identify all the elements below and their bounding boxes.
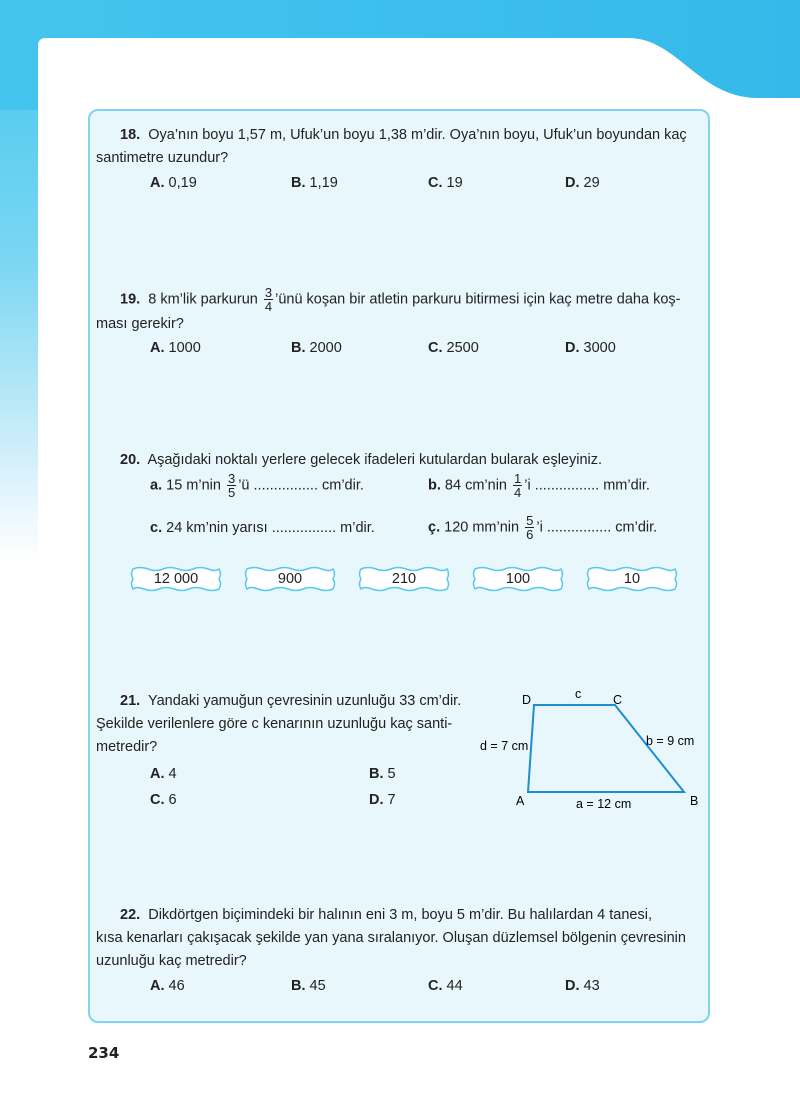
side-a-label: a = 12 cm: [576, 797, 632, 811]
side-d-label: d = 7 cm: [480, 739, 529, 753]
question-number: 19.: [120, 291, 141, 308]
side-c-label: c: [575, 688, 582, 701]
vertex-b: B: [690, 794, 699, 808]
question-number: 20.: [120, 452, 141, 468]
question-text: Oya’nın boyu 1,57 m, Ufuk’un boyu 1,38 m’dir. Oya’nın boyu, Ufuk’un boyundan kaç: [148, 127, 687, 143]
trapezoid-shape: [528, 705, 684, 792]
item-b: b. 84 cm’nin $\frac{1}{4}$ ’i ................ mm’dir.: [428, 471, 650, 500]
answer-box[interactable]: 210: [358, 566, 450, 592]
question-number: 18.: [120, 127, 141, 143]
question-21-line2: Şekilde verilenlere göre c kenarının uzunluğu kaç santi-: [96, 716, 453, 732]
vertex-c: C: [613, 693, 623, 707]
option-c[interactable]: C. 44: [428, 978, 463, 994]
option-d[interactable]: D. 3000: [565, 340, 616, 356]
question-22-line2: kısa kenarları çakışacak şekilde yan yana sıralanıyor. Oluşan düzlemsel bölgenin çevresinin: [96, 930, 686, 946]
option-a[interactable]: A. 4: [150, 766, 177, 782]
option-b[interactable]: B. 2000: [291, 340, 342, 356]
answer-box[interactable]: 900: [244, 566, 336, 592]
question-text-pre: 8 km’lik parkurun: [148, 291, 258, 308]
option-c[interactable]: C. 6: [150, 792, 177, 808]
answer-box[interactable]: 10: [586, 566, 678, 592]
question-18-line2: santimetre uzundur?: [96, 150, 229, 166]
fraction: $\frac{1}{4}$: [514, 471, 522, 500]
question-21: [120, 690, 461, 713]
question-number: 21.: [120, 693, 141, 709]
vertex-d: D: [522, 693, 532, 707]
page-number: 234: [88, 1044, 120, 1062]
trapezoid-figure: [478, 688, 708, 821]
option-b[interactable]: B. 1,19: [291, 175, 338, 191]
option-d[interactable]: D. 7: [369, 792, 396, 808]
question-21-line3: metredir?: [96, 739, 158, 755]
option-a[interactable]: A. 46: [150, 978, 185, 994]
fraction: $\frac{3}{5}$: [227, 471, 236, 500]
item-cc: ç. 120 mm’nin $\frac{5}{6}$ ’i ................ cm’dir.: [428, 513, 658, 542]
option-c[interactable]: C. 2500: [428, 340, 479, 356]
option-a[interactable]: A. 1000: [150, 340, 201, 356]
option-b[interactable]: B. 45: [291, 978, 326, 994]
item-c: c. 24 km’nin yarısı ................ m’dir.: [150, 520, 375, 536]
fraction: $\frac{5}{6}$: [526, 513, 534, 542]
question-text-post: ’ünü koşan bir atletin parkuru bitirmesi için kaç metre daha koş-: [275, 291, 681, 308]
question-text: Dikdörtgen biçimindeki bir halının eni 3 m, boyu 5 m’dir. Bu halılardan 4 tanesi,: [148, 907, 652, 923]
option-d[interactable]: D. 43: [565, 978, 600, 994]
question-number: 22.: [120, 907, 141, 923]
answer-box[interactable]: 12 000: [130, 566, 222, 592]
answer-box[interactable]: 100: [472, 566, 564, 592]
option-b[interactable]: B. 5: [369, 766, 396, 782]
question-text: Aşağıdaki noktalı yerlere gelecek ifadeleri kutulardan bularak eşleyiniz.: [147, 452, 603, 468]
side-b-label: b = 9 cm: [646, 734, 695, 748]
question-20: [120, 449, 700, 472]
question-22: [120, 904, 710, 927]
item-a: a. 15 m’nin $\frac{3}{5}$ ’ü ................ cm’dir.: [150, 471, 364, 500]
option-c[interactable]: C. 19: [428, 175, 463, 191]
fraction: $\frac{3}{4}$: [264, 285, 273, 314]
question-18: [120, 124, 700, 147]
question-19: [120, 286, 680, 313]
option-a[interactable]: A. 0,19: [150, 175, 197, 191]
question-22-line3: uzunluğu kaç metredir?: [96, 953, 247, 969]
option-d[interactable]: D. 29: [565, 175, 600, 191]
vertex-a: A: [516, 794, 525, 808]
question-19-line2: ması gerekir?: [96, 316, 184, 332]
question-text: Yandaki yamuğun çevresinin uzunluğu 33 cm’dir.: [147, 693, 462, 709]
